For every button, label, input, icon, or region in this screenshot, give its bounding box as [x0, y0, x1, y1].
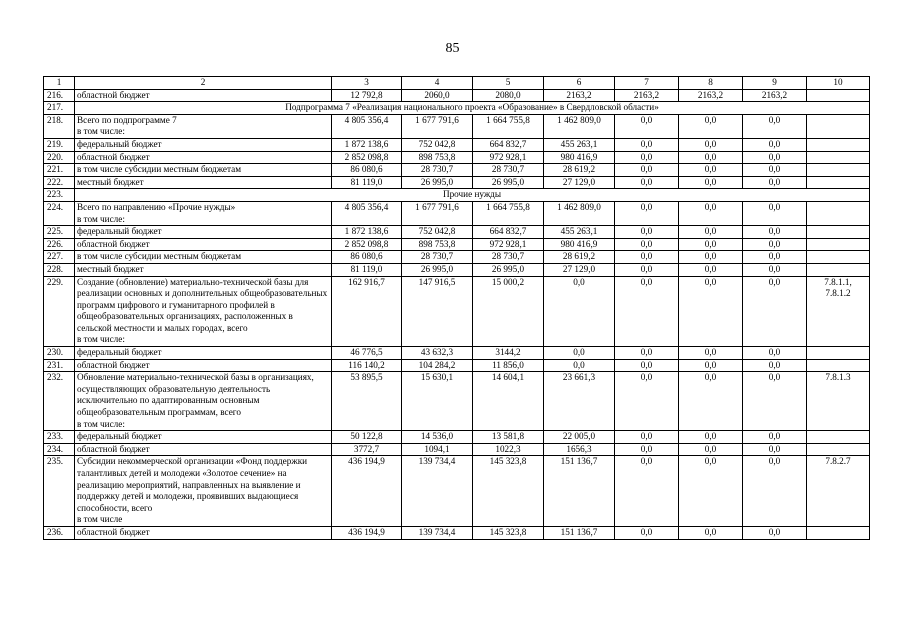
value-cell-year-5: 0,0: [679, 151, 743, 164]
value-cell-year-1: 1 677 791,6: [402, 114, 473, 138]
target-ref-cell: [807, 151, 870, 164]
header-cell: 6: [544, 77, 615, 90]
target-ref-cell: 7.8.2.7: [807, 456, 870, 527]
value-cell-year-3: 151 136,7: [544, 526, 615, 539]
value-cell-year-1: 43 632,3: [402, 347, 473, 360]
value-cell-year-3: 1656,3: [544, 443, 615, 456]
value-cell-total: 81 119,0: [332, 263, 402, 276]
value-cell-year-6: 0,0: [743, 456, 807, 527]
value-cell-year-3: 22 005,0: [544, 431, 615, 444]
value-cell-year-3: 455 263,1: [544, 226, 615, 239]
value-cell-year-5: 0,0: [679, 431, 743, 444]
row-number-cell: 222.: [44, 176, 75, 189]
description-cell: Обновление материально-технической базы в организациях, осуществляющих образовательную деятельность исключительно по адаптированным основным общеобразовательным программам, всего в том числе:: [75, 372, 332, 431]
target-ref-cell: [807, 164, 870, 177]
value-cell-total: 4 805 356,4: [332, 114, 402, 138]
section-row: [44, 189, 870, 202]
value-cell-year-6: 0,0: [743, 431, 807, 444]
value-cell-year-3: 28 619,2: [544, 164, 615, 177]
value-cell-year-1: 898 753,8: [402, 151, 473, 164]
value-cell-year-6: 0,0: [743, 347, 807, 360]
value-cell-year-1: 28 730,7: [402, 251, 473, 264]
value-cell-year-3: 2163,2: [544, 89, 615, 102]
value-cell-year-4: 0,0: [615, 276, 679, 347]
value-cell-year-6: 0,0: [743, 201, 807, 225]
value-cell-year-6: 0,0: [743, 164, 807, 177]
value-cell-year-3: 0,0: [544, 347, 615, 360]
table-row: [44, 238, 870, 251]
row-number-cell: 219.: [44, 138, 75, 151]
value-cell-year-3: 151 136,7: [544, 456, 615, 527]
value-cell-year-4: 0,0: [615, 431, 679, 444]
value-cell-year-1: 104 284,2: [402, 359, 473, 372]
table-row: [44, 138, 870, 151]
value-cell-year-1: 752 042,8: [402, 138, 473, 151]
value-cell-year-2: 664 832,7: [473, 226, 544, 239]
value-cell-year-5: 0,0: [679, 276, 743, 347]
description-cell: федеральный бюджет: [75, 347, 332, 360]
value-cell-year-6: 2163,2: [743, 89, 807, 102]
description-cell: федеральный бюджет: [75, 138, 332, 151]
row-number-cell: 231.: [44, 359, 75, 372]
target-ref-cell: [807, 431, 870, 444]
value-cell-year-2: 664 832,7: [473, 138, 544, 151]
value-cell-year-4: 0,0: [615, 114, 679, 138]
value-cell-year-3: 455 263,1: [544, 138, 615, 151]
value-cell-total: 81 119,0: [332, 176, 402, 189]
value-cell-year-6: 0,0: [743, 443, 807, 456]
header-cell: 2: [75, 77, 332, 90]
value-cell-year-5: 0,0: [679, 176, 743, 189]
value-cell-year-6: 0,0: [743, 359, 807, 372]
value-cell-year-3: 0,0: [544, 359, 615, 372]
value-cell-year-1: 147 916,5: [402, 276, 473, 347]
target-ref-cell: [807, 138, 870, 151]
value-cell-year-2: 972 928,1: [473, 238, 544, 251]
target-ref-cell: [807, 176, 870, 189]
target-ref-cell: [807, 89, 870, 102]
value-cell-year-5: 0,0: [679, 201, 743, 225]
value-cell-total: 1 872 138,6: [332, 138, 402, 151]
target-ref-cell: [807, 359, 870, 372]
row-number-cell: 220.: [44, 151, 75, 164]
value-cell-total: 86 080,6: [332, 164, 402, 177]
value-cell-year-3: 28 619,2: [544, 251, 615, 264]
value-cell-year-1: 26 995,0: [402, 263, 473, 276]
value-cell-year-1: 15 630,1: [402, 372, 473, 431]
target-ref-cell: [807, 114, 870, 138]
value-cell-total: 3772,7: [332, 443, 402, 456]
table-row: [44, 443, 870, 456]
value-cell-year-2: 26 995,0: [473, 263, 544, 276]
table-row: [44, 347, 870, 360]
value-cell-total: 436 194,9: [332, 526, 402, 539]
value-cell-year-4: 0,0: [615, 251, 679, 264]
value-cell-year-1: 1 677 791,6: [402, 201, 473, 225]
table-row: [44, 151, 870, 164]
description-cell: местный бюджет: [75, 176, 332, 189]
value-cell-total: 116 140,2: [332, 359, 402, 372]
value-cell-total: 162 916,7: [332, 276, 402, 347]
target-ref-cell: [807, 526, 870, 539]
value-cell-year-4: 0,0: [615, 443, 679, 456]
value-cell-year-5: 0,0: [679, 263, 743, 276]
value-cell-year-3: 27 129,0: [544, 176, 615, 189]
target-ref-cell: [807, 226, 870, 239]
value-cell-year-5: 0,0: [679, 138, 743, 151]
header-cell: 7: [615, 77, 679, 90]
value-cell-year-1: 752 042,8: [402, 226, 473, 239]
value-cell-year-5: 0,0: [679, 443, 743, 456]
value-cell-year-4: 0,0: [615, 372, 679, 431]
value-cell-year-1: 139 734,4: [402, 456, 473, 527]
value-cell-year-1: 898 753,8: [402, 238, 473, 251]
budget-table: [43, 76, 870, 540]
header-cell: 5: [473, 77, 544, 90]
description-cell: Субсидии некоммерческой организации «Фонд поддержки талантливых детей и молодежи «Золотое сечение» на реализацию мероприятий, направленных на выявление и поддержку детей и молодежи, проявивших выдающиеся способности, всего в том числе: [75, 456, 332, 527]
row-number-cell: 235.: [44, 456, 75, 527]
value-cell-total: 2 852 098,8: [332, 151, 402, 164]
description-cell: местный бюджет: [75, 263, 332, 276]
row-number-cell: 236.: [44, 526, 75, 539]
value-cell-year-1: 14 536,0: [402, 431, 473, 444]
table-row: [44, 276, 870, 347]
value-cell-year-1: 1094,1: [402, 443, 473, 456]
description-cell: областной бюджет: [75, 89, 332, 102]
row-number-cell: 216.: [44, 89, 75, 102]
row-number-cell: 226.: [44, 238, 75, 251]
value-cell-total: 2 852 098,8: [332, 238, 402, 251]
row-number-cell: 224.: [44, 201, 75, 225]
description-cell: областной бюджет: [75, 443, 332, 456]
value-cell-year-1: 139 734,4: [402, 526, 473, 539]
value-cell-year-5: 0,0: [679, 456, 743, 527]
value-cell-total: 12 792,8: [332, 89, 402, 102]
value-cell-year-4: 0,0: [615, 138, 679, 151]
header-cell: 4: [402, 77, 473, 90]
value-cell-year-4: 2163,2: [615, 89, 679, 102]
value-cell-year-2: 1 664 755,8: [473, 201, 544, 225]
value-cell-year-2: 26 995,0: [473, 176, 544, 189]
description-cell: областной бюджет: [75, 151, 332, 164]
target-ref-cell: 7.8.1.1, 7.8.1.2: [807, 276, 870, 347]
description-cell: Создание (обновление) материально-технической базы для реализации основных и дополнительных общеобразовательных программ цифрового и гуманитарного профилей в общеобразовательных организациях, расположенных в сельской местности и малых городах, всего в том числе:: [75, 276, 332, 347]
value-cell-year-6: 0,0: [743, 276, 807, 347]
value-cell-year-2: 1 664 755,8: [473, 114, 544, 138]
value-cell-year-2: 14 604,1: [473, 372, 544, 431]
value-cell-year-6: 0,0: [743, 151, 807, 164]
header-cell: 9: [743, 77, 807, 90]
row-number-cell: 228.: [44, 263, 75, 276]
value-cell-year-6: 0,0: [743, 226, 807, 239]
section-title-cell: Подпрограмма 7 «Реализация национального проекта «Образование» в Свердловской области»: [75, 102, 870, 115]
value-cell-year-3: 0,0: [544, 276, 615, 347]
value-cell-year-5: 0,0: [679, 226, 743, 239]
value-cell-year-2: 28 730,7: [473, 251, 544, 264]
value-cell-year-4: 0,0: [615, 526, 679, 539]
value-cell-year-5: 2163,2: [679, 89, 743, 102]
value-cell-year-2: 3144,2: [473, 347, 544, 360]
value-cell-year-3: 27 129,0: [544, 263, 615, 276]
header-cell: 8: [679, 77, 743, 90]
description-cell: областной бюджет: [75, 359, 332, 372]
value-cell-year-6: 0,0: [743, 238, 807, 251]
value-cell-year-2: 1022,3: [473, 443, 544, 456]
value-cell-year-4: 0,0: [615, 226, 679, 239]
value-cell-year-5: 0,0: [679, 372, 743, 431]
target-ref-cell: [807, 201, 870, 225]
header-cell: 10: [807, 77, 870, 90]
description-cell: областной бюджет: [75, 526, 332, 539]
value-cell-year-3: 980 416,9: [544, 238, 615, 251]
value-cell-year-6: 0,0: [743, 251, 807, 264]
table-row: [44, 251, 870, 264]
value-cell-year-4: 0,0: [615, 176, 679, 189]
value-cell-year-3: 1 462 809,0: [544, 114, 615, 138]
value-cell-year-5: 0,0: [679, 238, 743, 251]
value-cell-year-4: 0,0: [615, 238, 679, 251]
row-number-cell: 217.: [44, 102, 75, 115]
table-row: [44, 176, 870, 189]
target-ref-cell: [807, 238, 870, 251]
value-cell-year-6: 0,0: [743, 114, 807, 138]
value-cell-year-5: 0,0: [679, 251, 743, 264]
value-cell-total: 53 895,5: [332, 372, 402, 431]
description-cell: Всего по подпрограмме 7 в том числе:: [75, 114, 332, 138]
value-cell-total: 46 776,5: [332, 347, 402, 360]
row-number-cell: 218.: [44, 114, 75, 138]
target-ref-cell: [807, 251, 870, 264]
table-row: [44, 372, 870, 431]
value-cell-year-2: 2080,0: [473, 89, 544, 102]
value-cell-year-2: 13 581,8: [473, 431, 544, 444]
row-number-cell: 221.: [44, 164, 75, 177]
row-number-cell: 229.: [44, 276, 75, 347]
description-cell: федеральный бюджет: [75, 226, 332, 239]
value-cell-year-2: 145 323,8: [473, 456, 544, 527]
value-cell-year-2: 972 928,1: [473, 151, 544, 164]
value-cell-year-5: 0,0: [679, 347, 743, 360]
target-ref-cell: [807, 443, 870, 456]
value-cell-year-2: 15 000,2: [473, 276, 544, 347]
row-number-cell: 230.: [44, 347, 75, 360]
row-number-cell: 233.: [44, 431, 75, 444]
header-cell: 1: [44, 77, 75, 90]
value-cell-year-5: 0,0: [679, 359, 743, 372]
table-row: [44, 226, 870, 239]
value-cell-year-3: 23 661,3: [544, 372, 615, 431]
table-row: [44, 263, 870, 276]
value-cell-year-4: 0,0: [615, 263, 679, 276]
value-cell-year-2: 11 856,0: [473, 359, 544, 372]
value-cell-year-4: 0,0: [615, 201, 679, 225]
value-cell-year-6: 0,0: [743, 138, 807, 151]
description-cell: в том числе субсидии местным бюджетам: [75, 251, 332, 264]
value-cell-year-2: 28 730,7: [473, 164, 544, 177]
row-number-cell: 225.: [44, 226, 75, 239]
table-row: [44, 164, 870, 177]
header-cell: 3: [332, 77, 402, 90]
value-cell-year-6: 0,0: [743, 526, 807, 539]
section-title-cell: Прочие нужды: [75, 189, 870, 202]
table-body: [44, 77, 870, 540]
table-row: [44, 359, 870, 372]
section-row: [44, 102, 870, 115]
target-ref-cell: [807, 263, 870, 276]
value-cell-total: 86 080,6: [332, 251, 402, 264]
description-cell: федеральный бюджет: [75, 431, 332, 444]
value-cell-total: 50 122,8: [332, 431, 402, 444]
target-ref-cell: [807, 347, 870, 360]
value-cell-year-4: 0,0: [615, 164, 679, 177]
table-header-row: [44, 77, 870, 90]
value-cell-total: 436 194,9: [332, 456, 402, 527]
description-cell: областной бюджет: [75, 238, 332, 251]
value-cell-year-3: 1 462 809,0: [544, 201, 615, 225]
value-cell-year-5: 0,0: [679, 526, 743, 539]
row-number-cell: 234.: [44, 443, 75, 456]
table-row: [44, 89, 870, 102]
value-cell-year-1: 26 995,0: [402, 176, 473, 189]
row-number-cell: 232.: [44, 372, 75, 431]
value-cell-year-5: 0,0: [679, 114, 743, 138]
value-cell-year-4: 0,0: [615, 347, 679, 360]
value-cell-year-5: 0,0: [679, 164, 743, 177]
table-row: [44, 114, 870, 138]
table-row: [44, 201, 870, 225]
target-ref-cell: 7.8.1.3: [807, 372, 870, 431]
description-cell: Всего по направлению «Прочие нужды» в том числе:: [75, 201, 332, 225]
table-row: [44, 456, 870, 527]
value-cell-year-1: 2060,0: [402, 89, 473, 102]
value-cell-year-4: 0,0: [615, 359, 679, 372]
row-number-cell: 223.: [44, 189, 75, 202]
value-cell-year-4: 0,0: [615, 151, 679, 164]
value-cell-year-4: 0,0: [615, 456, 679, 527]
table-row: [44, 431, 870, 444]
value-cell-year-6: 0,0: [743, 176, 807, 189]
table-row: [44, 526, 870, 539]
description-cell: в том числе субсидии местным бюджетам: [75, 164, 332, 177]
page-number: 85: [445, 41, 460, 56]
value-cell-total: 4 805 356,4: [332, 201, 402, 225]
row-number-cell: 227.: [44, 251, 75, 264]
value-cell-year-6: 0,0: [743, 263, 807, 276]
value-cell-year-3: 980 416,9: [544, 151, 615, 164]
value-cell-year-6: 0,0: [743, 372, 807, 431]
value-cell-total: 1 872 138,6: [332, 226, 402, 239]
value-cell-year-2: 145 323,8: [473, 526, 544, 539]
value-cell-year-1: 28 730,7: [402, 164, 473, 177]
